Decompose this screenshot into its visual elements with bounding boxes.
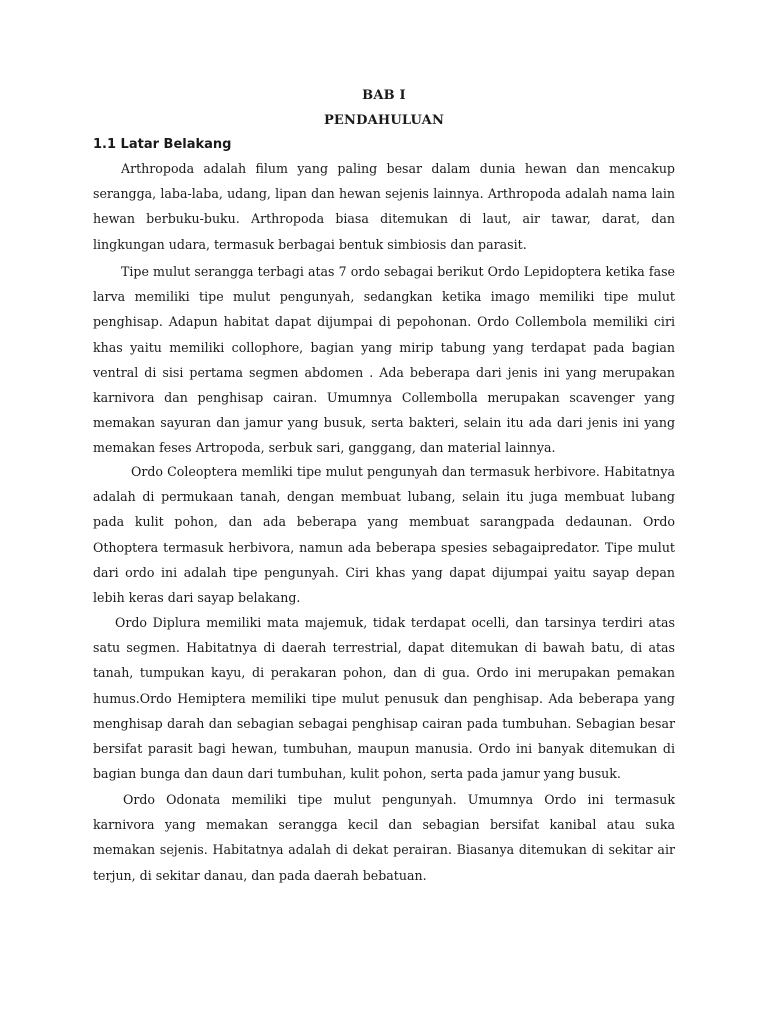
paragraph-lepidoptera-collembola: Tipe mulut serangga terbagi atas 7 ordo sebagai berikut Ordo Lepidoptera ketika fase larva memiliki tipe mulut pengunyah, sedangkan ketika imago memiliki tipe mulut penghisap. Adapun habitat dapat dijumpai di pepohonan. Ordo Collembola memiliki ciri khas yaitu memiliki collophore, bagian yang mirip tabung yang terdapat pada bagian ventral di sisi pertama segmen abdomen . Ada beberapa dari jenis ini yang merupakan karnivora dan penghisap cairan. Umumnya Collembolla merupakan scavenger yang memakan sayuran dan jamur yang busuk, serta bakteri, selain itu ada dari jenis ini yang memakan feses Artropoda, serbuk sari, ganggang, dan material lainnya.	[93, 264, 675, 456]
paragraph-coleoptera-othoptera: Ordo Coleoptera memliki tipe mulut pengunyah dan termasuk herbivore. Habitatnya adalah di permukaan tanah, dengan membuat lubang, selain itu juga membuat lubang pada kulit pohon, dan ada beberapa yang membuat sarangpada dedaunan. Ordo Othoptera termasuk herbivora, namun ada beberapa spesies sebagaipredator. Tipe mulut dari ordo ini adalah tipe pengunyah. Ciri khas yang dapat dijumpai yaitu sayap depan lebih keras dari sayap belakang.	[93, 464, 675, 606]
paragraph-odonata: Ordo Odonata memiliki tipe mulut pengunyah. Umumnya Ordo ini termasuk karnivora yang memakan serangga kecil dan sebagian bersifat kanibal atau suka memakan sejenis. Habitatnya adalah di dekat perairan. Biasanya ditemukan di sekitar air terjun, di sekitar danau, dan pada daerah bebatuan.	[93, 792, 675, 883]
paragraph-diplura-hemiptera: Ordo Diplura memiliki mata majemuk, tidak terdapat ocelli, dan tarsinya terdiri atas satu segmen. Habitatnya di daerah terrestrial, dapat ditemukan di bawah batu, di atas tanah, tumpukan kayu, di perakaran pohon, dan di gua. Ordo ini merupakan pemakan humus.Ordo Hemiptera memiliki tipe mulut penusuk dan penghisap. Ada beberapa yang menghisap darah dan sebagian sebagai penghisap cairan pada tumbuhan. Sebagian besar bersifat parasit bagi hewan, tumbuhan, maupun manusia. Ordo ini banyak ditemukan di bagian bunga dan daun dari tumbuhan, kulit pohon, serta pada jamur yang busuk.	[93, 615, 675, 782]
section-heading: 1.1 Latar Belakang	[93, 137, 232, 152]
chapter-label: BAB I	[362, 88, 406, 103]
chapter-title: PENDAHULUAN	[323, 113, 445, 128]
paragraph-arthropoda: Arthropoda adalah filum yang paling besar dalam dunia hewan dan mencakup serangga, laba-laba, udang, lipan dan hewan sejenis lainnya. Arthropoda adalah nama lain hewan berbuku-buku. Arthropoda biasa ditemukan di laut, air tawar, darat, dan lingkungan udara, termasuk berbagai bentuk simbiosis dan parasit.	[93, 161, 675, 252]
